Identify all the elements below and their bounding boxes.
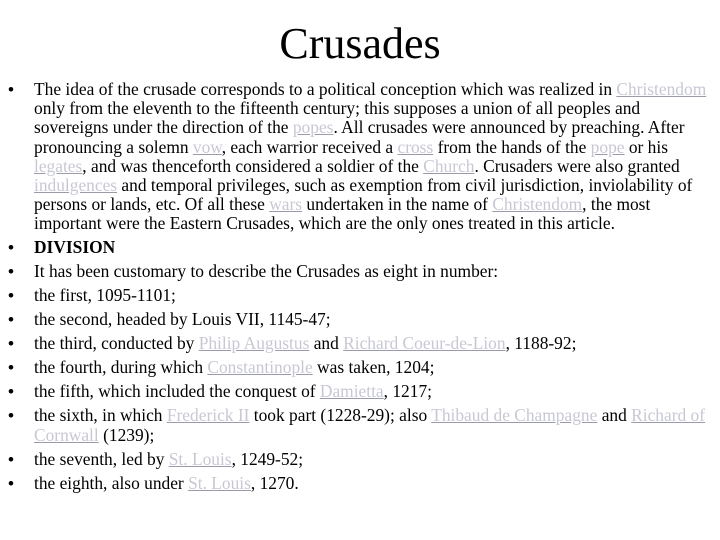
intro-text-0: The idea of the crusade corresponds to a political conception which was realized in [34,79,617,99]
link-indulgences[interactable]: indulgences [34,175,118,196]
bullet-third-crusade [8,334,708,353]
link-legates[interactable]: legates [34,155,83,176]
link-st-louis-2[interactable]: St. Louis [188,472,251,493]
customary-text: It has been customary to describe the Crusades as eight in number: [34,261,499,282]
intro-text-9: undertaken in the name of [302,194,493,215]
eighth-text-0: the eighth, also under [34,472,189,493]
intro-text-1: only from the eleventh to the fifteenth century; this supposes a union of all peoples and sovereigns under the direction of the [34,98,641,138]
sixth-text-0: the sixth, in which [34,405,167,426]
intro-text-2: . All crusades were announced by preaching. After pronouncing a solemn [34,117,685,157]
link-st-louis[interactable]: St. Louis [168,448,232,469]
intro-text-7: . Crusaders were also granted [474,155,680,176]
link-constantinople[interactable]: Constantinople [207,357,313,378]
intro-text-4: from the hands of the [433,136,591,157]
link-vow[interactable]: vow [192,136,222,157]
bullet-first-crusade [8,286,708,305]
bullet-customary [8,262,708,281]
sixth-text-3: (1239); [98,424,155,445]
intro-text-10: , the most important were the Eastern Crusades, which are the only ones treated in this article. [34,194,651,234]
link-thibaud-de-champagne[interactable]: Thibaud de Champagne [431,405,598,426]
link-pope[interactable]: pope [590,136,625,157]
link-damietta[interactable]: Damietta [319,381,384,402]
second-crusade-text: the second, headed by Louis VII, 1145-47; [34,309,331,330]
bullet-fourth-crusade [8,358,708,377]
link-richard-coeur-de-lion[interactable]: Richard Coeur-de-Lion [343,333,506,354]
bullet-division [8,238,708,257]
sixth-text-1: took part (1228-29); also [249,405,432,426]
intro-text-6: , and was thenceforth considered a soldier of the [82,155,424,176]
bullet-list [8,80,708,498]
intro-text-8: and temporal privileges, such as exemption from civil jurisdiction, inviolability of persons or lands, etc. Of all these [34,175,693,215]
intro-text-3: , each warrior received a [221,136,398,157]
bullet-seventh-crusade [8,450,708,469]
eighth-text-1: , 1270. [250,472,299,493]
link-wars[interactable]: wars [269,194,303,215]
bullet-intro [8,80,708,234]
intro-text-5: or his [624,136,668,157]
link-christendom-2[interactable]: Christendom [492,194,583,215]
link-richard-of-cornwall[interactable]: Richard of Cornwall [34,405,706,445]
link-frederick-ii[interactable]: Frederick II [166,405,250,426]
slide-title: Crusades [279,19,441,68]
link-cross[interactable]: cross [397,136,434,157]
bullet-sixth-crusade [8,406,708,444]
link-christendom[interactable]: Christendom [616,79,707,99]
fifth-text-0: the fifth, which included the conquest of [34,381,320,402]
bullet-fifth-crusade [8,382,708,401]
link-popes[interactable]: popes [292,117,334,138]
third-text-0: the third, conducted by [34,333,199,354]
fourth-text-1: was taken, 1204; [312,357,435,378]
link-church[interactable]: Church [423,155,475,176]
third-text-1: and [309,333,344,354]
seventh-text-1: , 1249-52; [231,448,304,469]
fifth-text-1: , 1217; [383,381,432,402]
bullet-eighth-crusade [8,474,708,493]
first-crusade-text: the first, 1095-1101; [34,285,176,306]
bullet-second-crusade [8,310,708,329]
fourth-text-0: the fourth, during which [34,357,208,378]
sixth-text-2: and [597,405,632,426]
third-text-2: , 1188-92; [505,333,577,354]
division-heading: DIVISION [34,237,116,258]
link-philip-augustus[interactable]: Philip Augustus [198,333,310,354]
seventh-text-0: the seventh, led by [34,448,169,469]
